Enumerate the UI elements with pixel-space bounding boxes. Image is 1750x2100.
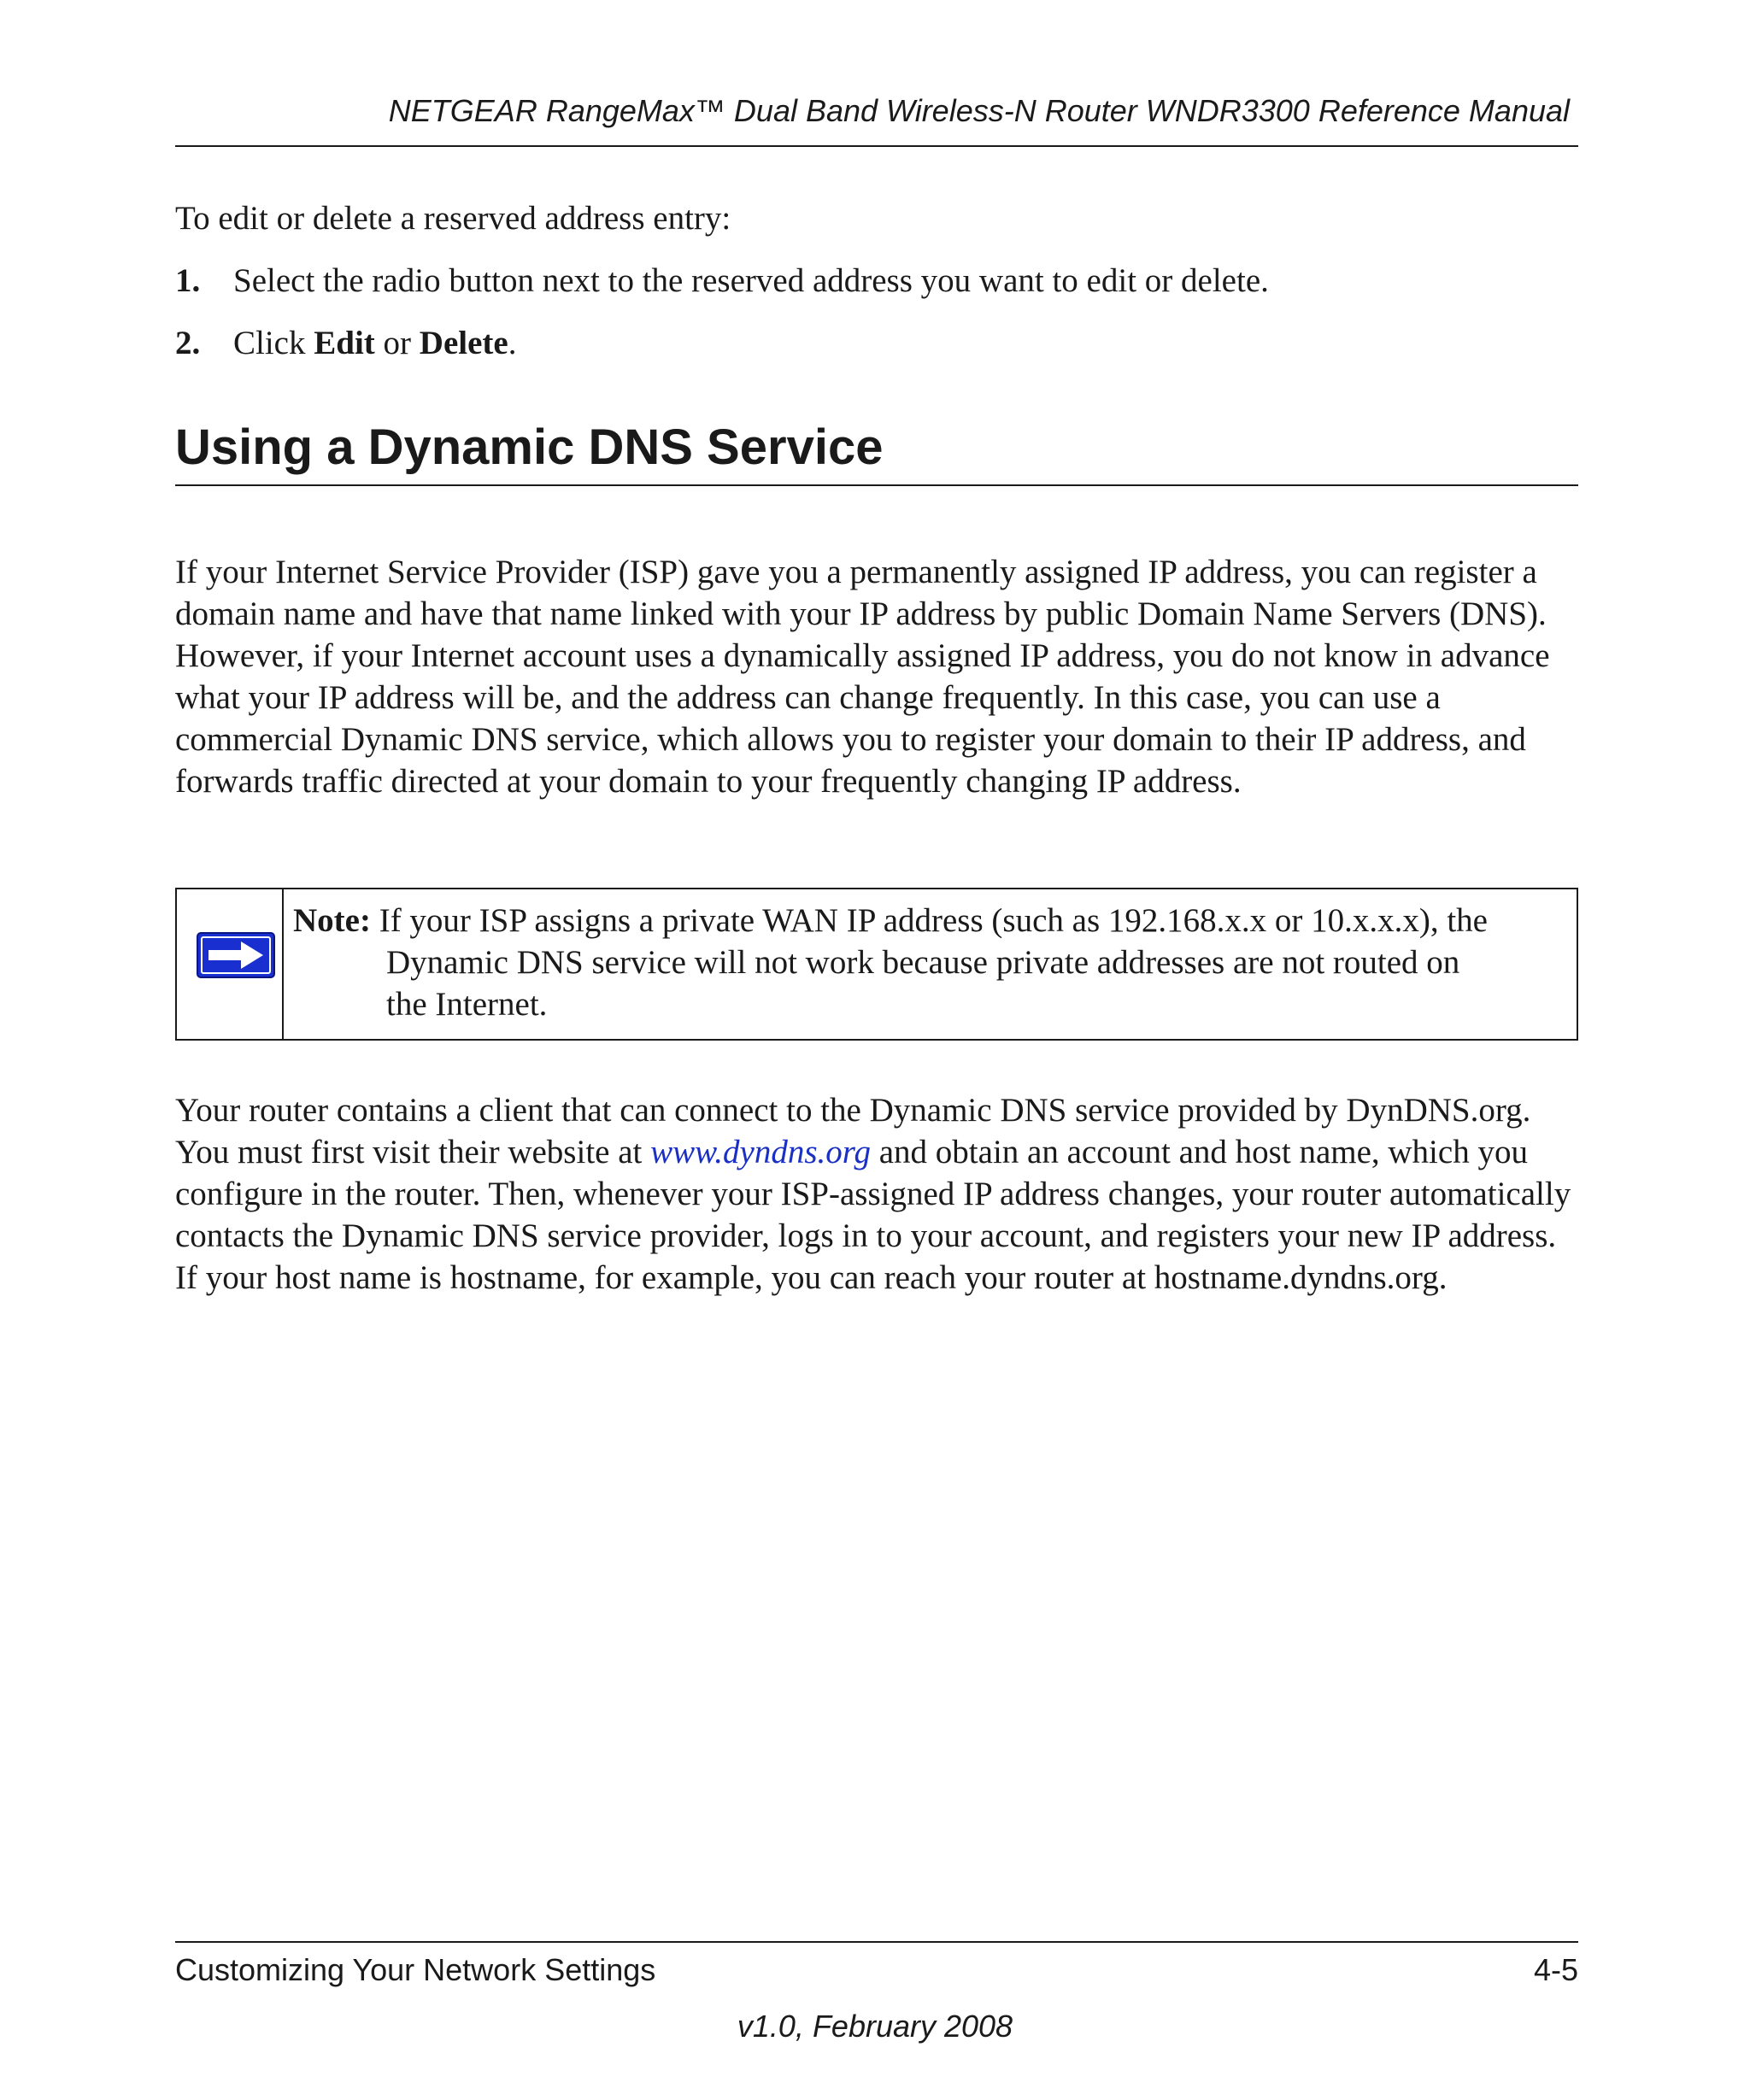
step-text-middle: or — [374, 325, 420, 361]
step-text: Select the radio button next to the reserved address you want to edit or delete. — [233, 262, 1269, 299]
running-header: NETGEAR RangeMax™ Dual Band Wireless-N Router WNDR3300 Reference Manual — [388, 93, 1570, 128]
paragraph-text-before-link: Your router contains a client that can connect to the Dynamic DNS service provided by DynDNS.org. You must first visit their website at — [175, 1092, 1531, 1170]
section-rule — [175, 484, 1578, 486]
dyndns-link[interactable]: www.dyndns.org — [650, 1134, 871, 1170]
step-text-prefix: Click — [233, 325, 314, 361]
footer-version: v1.0, February 2008 — [737, 2009, 1013, 2044]
step-item — [175, 260, 1578, 302]
note-line-2: Dynamic DNS service will not work because private addresses are not routed on — [386, 944, 1460, 981]
footer-rule — [175, 1941, 1578, 1943]
note-line-1-text: If your ISP assigns a private WAN IP address (such as 192.168.x.x or 10.x.x.x), the — [370, 902, 1488, 939]
step-number: 2. — [175, 325, 201, 361]
section-title: Using a Dynamic DNS Service — [175, 419, 884, 475]
note-icon-cell — [177, 889, 284, 1039]
step-item — [175, 322, 1578, 364]
intro-text: To edit or delete a reserved address entry: — [175, 200, 731, 237]
steps-list — [175, 260, 1578, 384]
step-number: 1. — [175, 262, 201, 299]
dynamic-dns-paragraph: If your Internet Service Provider (ISP) gave you a permanently assigned IP address, you can register a domain name and have that name linked with your IP address by public Domain Name Servers (DNS). However, if your Internet account uses a dynamically assigned IP address, you do not know in advance what your IP address will be, and the address can change frequently. In this case, you can use a commercial Dynamic DNS service, which allows you to register your domain to their IP address, and forwards traffic directed at your domain to your frequently changing IP address. — [175, 554, 1550, 800]
footer-page-number: 4-5 — [1533, 1952, 1578, 1987]
step-text-suffix: . — [508, 325, 517, 361]
edit-label: Edit — [314, 325, 375, 361]
note-box — [175, 888, 1578, 1041]
note-line-1 — [293, 900, 1566, 941]
note-label: Note: — [293, 902, 371, 939]
footer-chapter: Customizing Your Network Settings — [175, 1952, 656, 1987]
note-line-3: the Internet. — [386, 986, 548, 1023]
header-rule — [175, 145, 1578, 147]
arrow-right-icon — [197, 932, 275, 978]
paragraph-text-after-link: and obtain an account and host name, which you configure in the router. Then, whenever your ISP-assigned IP address changes, your router automatically contacts the Dynamic DNS service provider, logs in to your account, and registers your new IP address. If your host name is hostname, for example, you can reach your router at hostname.dyndns.org. — [175, 1134, 1571, 1296]
note-text — [293, 900, 1566, 1025]
delete-label: Delete — [419, 325, 508, 361]
router-client-paragraph — [175, 1089, 1578, 1299]
